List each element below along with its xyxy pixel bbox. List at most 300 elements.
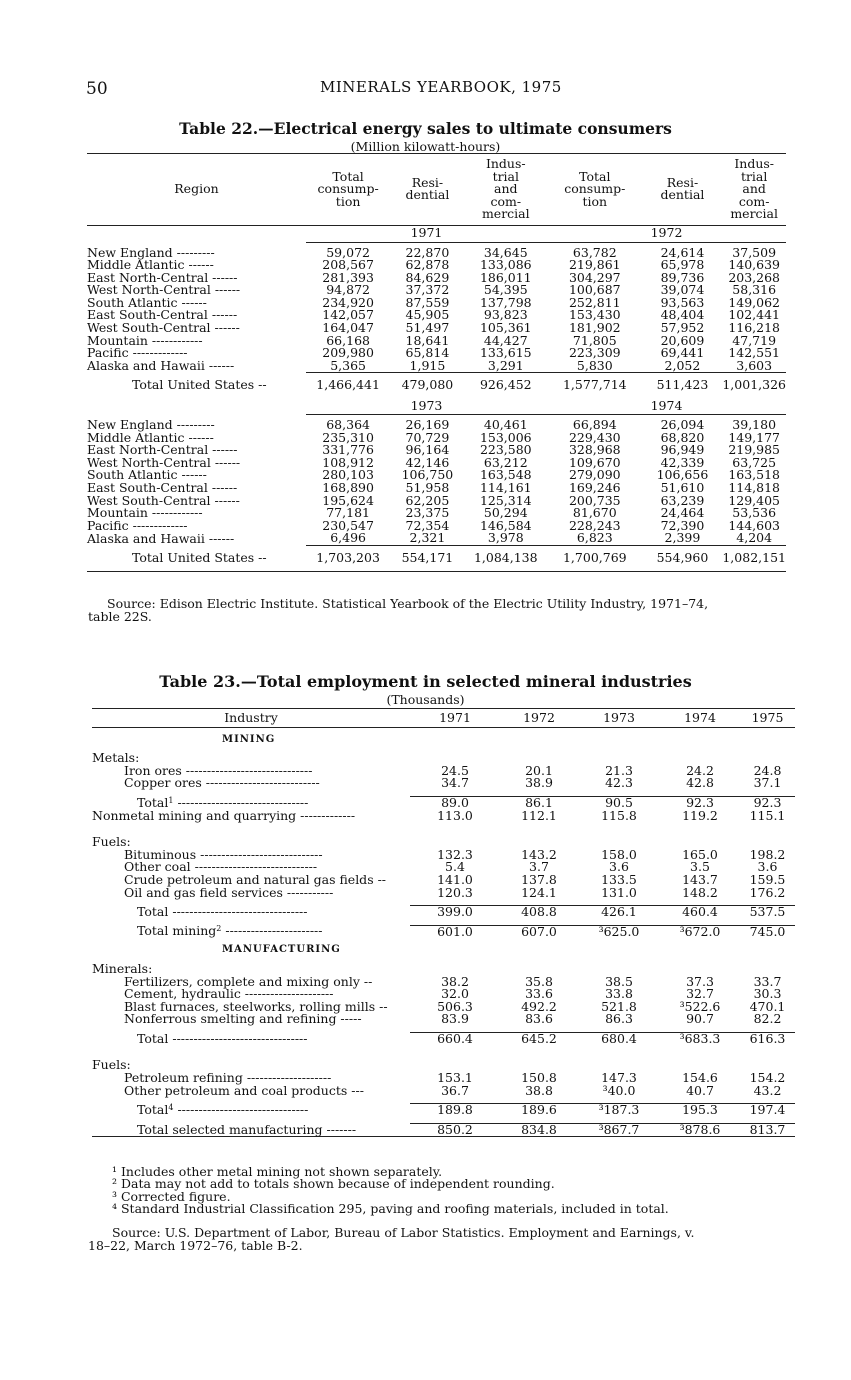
value-cell: 37,372 (405, 282, 450, 298)
total-value-cell: 511,423 (643, 373, 723, 398)
value-cell: 159.5 (749, 871, 786, 887)
value-cell: 58,316 (732, 282, 777, 298)
value-cell: 34.7 (441, 775, 469, 791)
value-cell: 607.0 (500, 925, 578, 938)
value-cell: 850.2 (410, 1123, 500, 1137)
value-cell: 86.3 (605, 1011, 633, 1027)
value-cell: 165.0 (682, 846, 718, 862)
table-row (92, 1085, 795, 1098)
value-cell: 132.3 (437, 846, 473, 862)
value-cell: 252,811 (568, 294, 621, 310)
table-row (92, 1123, 795, 1137)
running-title: MINERALS YEARBOOK, 1975 (320, 78, 562, 96)
value-cell: 51,958 (405, 480, 450, 495)
value-cell: 5.4 (445, 859, 465, 875)
value-cell: 142,551 (728, 345, 781, 361)
value-cell: 32.7 (686, 986, 714, 1002)
value-cell: 45,905 (405, 307, 450, 323)
leader-dots: ------ (210, 492, 240, 508)
value-cell: 154.6 (682, 1070, 718, 1086)
table23-header-row (92, 709, 795, 728)
footnote-ref: 2 (216, 924, 222, 934)
value-cell: 197.4 (740, 1104, 795, 1117)
value-cell: 133.5 (601, 871, 637, 887)
leader-dots: ------ (208, 269, 238, 285)
leader-dots: ------ (184, 429, 214, 445)
value-cell: 3.6 (757, 859, 778, 875)
value-cell: 92.3 (660, 796, 740, 809)
year-header-1972: 1972 (523, 710, 555, 725)
value-cell: 59,072 (326, 244, 370, 260)
value-cell: 87,559 (405, 294, 450, 310)
region-label: West North-Central (87, 282, 211, 298)
value-cell: 116,218 (728, 320, 781, 336)
value-cell: 163,518 (728, 467, 781, 483)
value-cell: 42,146 (405, 454, 450, 470)
region-label: West South-Central (87, 492, 211, 508)
industry-header: Industry (224, 710, 278, 725)
region-label: Pacific (87, 345, 129, 361)
table-row (92, 1013, 795, 1026)
industry-cell (92, 1082, 410, 1098)
value-cell: 106,656 (656, 467, 709, 483)
value-cell: 42.3 (605, 775, 633, 791)
total-value-cell: 1,466,441 (306, 373, 390, 398)
leader-dots: ------ (184, 257, 214, 273)
table-row (87, 360, 786, 373)
section-mining: MINING (222, 733, 276, 745)
value-cell: 83.6 (525, 1011, 553, 1027)
value-cell: 223,309 (568, 345, 621, 361)
table22-header-row (87, 154, 786, 226)
value-cell: 20,609 (660, 332, 705, 348)
region-cell (87, 360, 306, 373)
table-row (92, 1032, 795, 1045)
value-cell: 62,878 (405, 257, 450, 273)
leader-dots: -------------------------------- (168, 903, 308, 919)
industrial-header: Indus- trial and com- mercial (481, 156, 530, 221)
residential-header-2: Resi- dential (660, 174, 705, 203)
value-cell: 24.2 (686, 762, 714, 778)
value-cell: 93,563 (660, 294, 705, 310)
value-cell: 38.9 (525, 775, 553, 791)
value-cell: 37.3 (686, 973, 714, 989)
region-label: Middle Atlantic (87, 257, 185, 273)
leader-dots: -------------------- (242, 1070, 332, 1086)
industry-cell (92, 884, 410, 900)
leader-dots: -- (373, 871, 387, 887)
industry-cell (92, 925, 410, 938)
value-cell: 81,670 (572, 505, 617, 521)
industry-label: Oil and gas field services (124, 884, 283, 900)
page-number: 50 (86, 79, 108, 99)
value-cell: 124.1 (521, 884, 557, 900)
value-cell: 408.8 (500, 906, 578, 919)
value-cell: 65,978 (660, 257, 705, 273)
value-cell: 3,291 (487, 357, 524, 373)
value-cell: 84,629 (405, 269, 450, 285)
value-cell: 30.3 (753, 986, 782, 1002)
value-cell: 3.6 (609, 859, 629, 875)
region-label: South Atlantic (87, 294, 178, 310)
spacer-row (92, 1045, 795, 1055)
value-cell: 195.3 (660, 1104, 740, 1117)
value-cell: 229,430 (568, 429, 621, 445)
value-cell: 150.8 (521, 1070, 557, 1086)
value-cell: 40.7 (686, 1082, 714, 1098)
value-cell: 39,180 (732, 417, 777, 433)
total-value-cell: 1,577,714 (547, 373, 643, 398)
value-cell: 89.0 (410, 796, 500, 809)
industry-label: Total (137, 1102, 169, 1117)
value-cell: 24,464 (660, 505, 705, 521)
table23-title: Table 23.—Total employment in selected mineral industries (159, 672, 692, 691)
year-label: 1972 (547, 225, 786, 242)
value-cell: 22,870 (405, 244, 450, 260)
leader-dots: ------- (322, 1121, 357, 1137)
footnote-3: ³ Corrected figure. (112, 1188, 231, 1204)
value-cell: 33.8 (605, 986, 633, 1002)
value-cell: 228,243 (568, 517, 621, 533)
value-cell: 66,894 (572, 417, 617, 433)
value-cell: 230,547 (322, 517, 374, 533)
value-cell: 70,729 (405, 429, 450, 445)
value-cell: 223,580 (479, 442, 532, 458)
year-row (87, 225, 786, 242)
year-header-1971: 1971 (439, 710, 471, 725)
leader-dots: -------------------------------- (168, 1030, 308, 1046)
leader-dots: ------ (210, 320, 240, 336)
value-cell: 90.7 (686, 1011, 714, 1027)
value-cell: 33.6 (525, 986, 553, 1002)
region-label: Pacific (87, 517, 129, 533)
table22-title: Table 22.—Electrical energy sales to ultimate consumers (179, 119, 672, 138)
table22-unit: (Million kilowatt-hours) (350, 139, 501, 154)
value-cell: 77,181 (326, 505, 370, 521)
leader-dots: ------------- (128, 345, 188, 361)
value-cell: 32.0 (441, 986, 469, 1002)
region-header: Region (174, 181, 219, 196)
year-header-1973: 1973 (603, 710, 635, 725)
value-cell: 219,985 (728, 442, 781, 458)
value-cell: 186,011 (479, 269, 532, 285)
table22-source: Source: Edison Electric Institute. Statistical Yearbook of the Electric Utility Industry, 1971–74, table 22S. (88, 596, 709, 624)
value-cell: ³40.0 (602, 1082, 636, 1098)
value-cell: 537.5 (740, 906, 795, 919)
value-cell: 153,430 (568, 307, 621, 323)
leader-dots: ------ (177, 467, 207, 483)
value-cell: 281,393 (322, 269, 374, 285)
table-row (92, 1104, 795, 1117)
value-cell: 51,497 (405, 320, 450, 336)
value-cell: 113.0 (437, 807, 473, 823)
value-cell: 40,461 (483, 417, 528, 433)
value-cell: 616.3 (740, 1032, 795, 1045)
value-cell: 169,246 (568, 480, 621, 495)
value-cell: 234,920 (322, 294, 374, 310)
value-cell: ³522.6 (679, 998, 721, 1014)
value-cell: 37,509 (732, 244, 777, 260)
value-cell: 94,872 (326, 282, 370, 298)
leader-dots: ------ (177, 294, 207, 310)
leader-dots: ------------------------------- (173, 794, 309, 810)
year-label: 1973 (306, 398, 547, 415)
industry-cell (92, 777, 410, 790)
value-cell: 203,268 (728, 269, 781, 285)
region-label: Mountain (87, 332, 148, 348)
value-cell: 149,062 (728, 294, 781, 310)
footnote-ref: 4 (168, 1103, 174, 1112)
leader-dots: -- (359, 973, 373, 989)
value-cell: 115.1 (749, 807, 786, 823)
industry-cell (92, 1123, 410, 1137)
value-cell: 114,161 (479, 480, 532, 495)
spacer-row (92, 822, 795, 832)
value-cell: 200,735 (568, 492, 621, 508)
value-cell: 114,818 (728, 480, 781, 495)
value-cell: 69,441 (660, 345, 705, 361)
value-cell: 47,719 (732, 332, 777, 348)
total-row (87, 373, 786, 398)
value-cell: 63,239 (660, 492, 705, 508)
value-cell: 143.7 (682, 871, 718, 887)
value-cell: 506.3 (437, 998, 473, 1014)
industry-cell (92, 1104, 410, 1117)
leader-dots: ----------------------------- (190, 859, 318, 875)
footnote-ref: 1 (168, 795, 174, 805)
region-label: Middle Atlantic (87, 429, 185, 445)
value-cell: 168,890 (322, 480, 374, 495)
total-value-cell: 479,080 (390, 373, 464, 398)
industry-label: Blast furnaces, steelworks, rolling mills (124, 998, 376, 1014)
value-cell: 38.2 (441, 973, 469, 989)
value-cell: 106,750 (401, 467, 454, 483)
value-cell: 189.8 (410, 1104, 500, 1117)
value-cell: 63,725 (732, 454, 777, 470)
value-cell: 42,339 (660, 454, 705, 470)
value-cell: 26,094 (660, 417, 705, 433)
value-cell: 34,645 (483, 244, 528, 260)
value-cell: 63,782 (572, 244, 617, 260)
value-cell: 112.1 (521, 807, 557, 823)
leader-dots: --------------------- (240, 986, 334, 1002)
leader-dots: ------------- (128, 517, 188, 533)
total-consumption-header: Total consump- tion (317, 168, 379, 209)
value-cell: 90.5 (578, 796, 660, 809)
value-cell: 48,404 (660, 307, 705, 323)
value-cell: 24,614 (660, 244, 705, 260)
value-cell: 120.3 (437, 884, 473, 900)
value-cell: 96,949 (660, 442, 705, 458)
leader-dots: ------------ (147, 332, 203, 348)
value-cell: 304,297 (568, 269, 621, 285)
value-cell: 129,405 (728, 492, 781, 508)
value-cell: 133,615 (479, 345, 532, 361)
year-row-spacer (87, 398, 306, 415)
value-cell: 105,361 (479, 320, 532, 336)
value-cell: 2,399 (664, 530, 701, 546)
value-cell: 153,006 (479, 429, 532, 445)
value-cell: 54,395 (483, 282, 528, 298)
value-cell: 43.2 (753, 1082, 782, 1098)
value-cell: 209,980 (322, 345, 374, 361)
industry-label: Nonferrous smelting and refining (124, 1011, 337, 1027)
leader-dots: ------ (210, 454, 241, 470)
region-label: East North-Central (87, 442, 209, 458)
value-cell: 93,823 (483, 307, 528, 323)
value-cell: 36.7 (441, 1082, 469, 1098)
leader-dots: ------ (204, 530, 235, 546)
industry-label: Bituminous (124, 846, 197, 862)
value-cell: 328,968 (568, 442, 621, 458)
value-cell: 86.1 (500, 796, 578, 809)
value-cell: 109,670 (568, 454, 621, 470)
value-cell: ³187.3 (578, 1104, 660, 1117)
leader-dots: --------- (172, 417, 215, 433)
value-cell: 68,364 (326, 417, 370, 433)
total-value-cell: 554,171 (390, 545, 464, 571)
footnote-1: ¹ Includes other metal mining not shown separately. (112, 1164, 443, 1179)
value-cell: 176.2 (749, 884, 786, 900)
value-cell: 57,952 (660, 320, 705, 336)
group-metals: Metals: (92, 750, 140, 766)
year-label: 1971 (306, 225, 547, 242)
total-value-cell: 1,082,151 (722, 545, 786, 571)
total-value-cell: 554,960 (643, 545, 723, 571)
region-label: New England (87, 417, 173, 433)
industry-label: Petroleum refining (124, 1070, 243, 1086)
region-label: East North-Central (87, 269, 209, 285)
value-cell: 42.8 (686, 775, 714, 791)
value-cell: 426.1 (578, 906, 660, 919)
value-cell: 33.7 (753, 973, 782, 989)
total-value-cell: 1,084,138 (465, 545, 548, 571)
total-value-cell: 1,001,326 (722, 373, 786, 398)
leader-dots: -- (375, 998, 388, 1014)
value-cell: ³672.0 (660, 925, 740, 938)
leader-dots: ------ (208, 442, 238, 458)
value-cell: 72,354 (405, 517, 450, 533)
value-cell: 26,169 (405, 417, 450, 433)
year-header-1975: 1975 (751, 710, 784, 725)
table23-source: Source: U.S. Department of Labor, Bureau of Labor Statistics. Employment and Earnings, v. 18–22, March 1972–76, table B-2. (88, 1225, 695, 1253)
leader-dots: ------------------------------ (181, 762, 313, 778)
value-cell: 53,536 (732, 505, 777, 521)
value-cell: 834.8 (500, 1123, 578, 1137)
leader-dots: ------ (207, 307, 238, 323)
value-cell: 71,805 (572, 332, 617, 348)
value-cell: 148.2 (682, 884, 718, 900)
table23-unit: (Thousands) (386, 692, 465, 707)
value-cell: 65,814 (405, 345, 450, 361)
total-value-cell: 1,703,203 (306, 545, 390, 571)
value-cell: 51,610 (660, 480, 705, 495)
group-fuels-mfg: Fuels: (92, 1057, 131, 1073)
value-cell: 83.9 (441, 1011, 469, 1027)
value-cell: 181,902 (568, 320, 621, 336)
industry-label: Total (137, 1030, 169, 1046)
total-consumption-header-2: Total consump- tion (564, 168, 626, 209)
leader-dots: ----------------------------- (196, 846, 323, 862)
value-cell: 140,639 (728, 257, 781, 273)
value-cell: 153.1 (437, 1070, 473, 1086)
value-cell: 208,567 (322, 257, 374, 273)
value-cell: 745.0 (740, 925, 795, 938)
value-cell: 96,164 (405, 442, 450, 458)
industry-cell (92, 903, 410, 919)
region-label: Mountain (87, 505, 148, 521)
year-header-1974: 1974 (684, 710, 716, 725)
value-cell: 66,168 (326, 332, 370, 348)
value-cell: 680.4 (578, 1032, 660, 1045)
value-cell: 3,603 (736, 357, 773, 373)
value-cell: 44,427 (483, 332, 528, 348)
industry-label: Iron ores (124, 762, 182, 778)
value-cell: 521.8 (601, 998, 637, 1014)
value-cell: 5,365 (330, 357, 366, 373)
industry-cell (92, 1013, 410, 1026)
value-cell: 470.1 (749, 998, 786, 1014)
value-cell: 72,390 (660, 517, 705, 533)
industry-label: Total (137, 794, 169, 810)
table-row (92, 906, 795, 919)
industry-label: Fertilizers, complete and mixing only (124, 973, 360, 989)
total-label: Total United States -- (132, 377, 267, 393)
value-cell: 146,584 (479, 517, 532, 533)
value-cell: 89,736 (660, 269, 705, 285)
industrial-header-2: Indus- trial and com- mercial (730, 156, 779, 221)
industry-label: Nonmetal mining and quarrying (92, 807, 297, 823)
leader-dots: --- (347, 1082, 364, 1098)
year-label: 1974 (547, 398, 786, 415)
value-cell: 143.2 (521, 846, 557, 862)
value-cell: 142,057 (322, 307, 374, 323)
value-cell: 115.8 (601, 807, 637, 823)
value-cell: 195,624 (322, 492, 374, 508)
total-label: Total United States -- (132, 549, 267, 565)
value-cell: 219,861 (568, 257, 621, 273)
value-cell: 235,310 (322, 429, 374, 445)
value-cell: 492.2 (521, 998, 557, 1014)
region-label: New England (87, 244, 173, 260)
total-row (87, 545, 786, 571)
leader-dots: ----------------------- (221, 923, 323, 939)
value-cell: 119.2 (682, 807, 718, 823)
value-cell: 100,687 (568, 282, 621, 298)
industry-label: Total mining (137, 923, 217, 939)
value-cell: 137.8 (521, 871, 557, 887)
value-cell: 5,830 (576, 357, 613, 373)
industry-label: Cement, hydraulic (124, 986, 241, 1002)
value-cell: 108,912 (322, 454, 374, 470)
leader-dots: ----------- (282, 884, 334, 900)
leader-dots: --------------------------- (201, 775, 320, 791)
value-cell: 23,375 (405, 505, 450, 521)
value-cell: 3.7 (529, 859, 549, 875)
region-label: East South-Central (87, 307, 208, 323)
table22 (87, 153, 786, 572)
leader-dots: ------ (210, 282, 241, 298)
group-fuels: Fuels: (92, 834, 131, 850)
industry-label: Copper ores (124, 775, 202, 791)
table-row (87, 532, 786, 545)
leader-dots: ------------------------------- (173, 1102, 309, 1117)
table23-footnotes (112, 1166, 669, 1215)
value-cell: 158.0 (601, 846, 637, 862)
table-row (92, 810, 795, 823)
value-cell: 2,321 (409, 530, 446, 546)
leader-dots: ------ (204, 358, 235, 374)
